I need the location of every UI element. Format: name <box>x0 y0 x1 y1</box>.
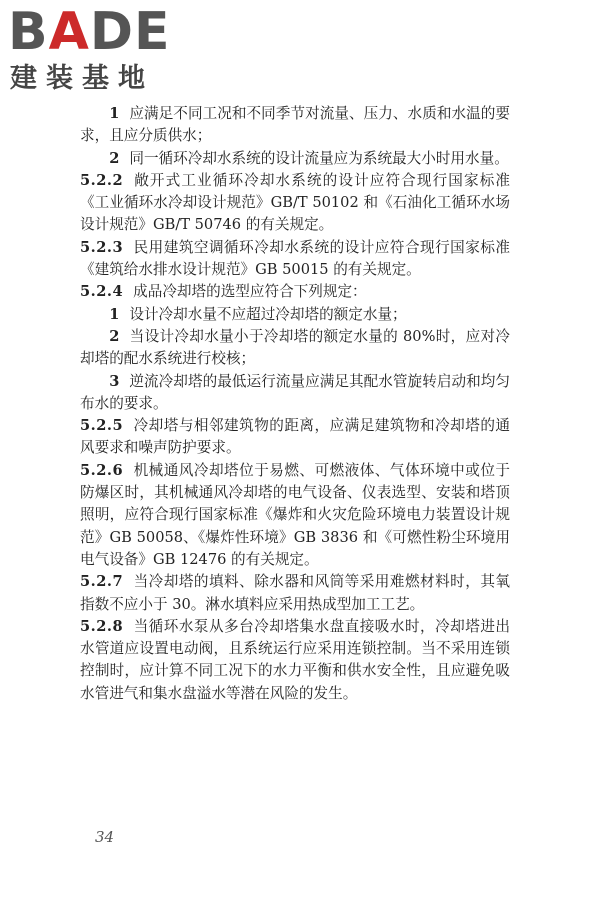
item-number: 2 <box>109 149 120 167</box>
item-number: 3 <box>109 372 120 390</box>
logo-letters-de: DE <box>89 2 171 62</box>
section-number: 5.2.4 <box>80 283 124 301</box>
logo-letter-a: A <box>48 2 90 62</box>
item-text: 设计冷却水量不应超过冷却塔的额定水量； <box>129 305 407 323</box>
item-text: 同一循环冷却水系统的设计流量应为系统最大小时用水量。 <box>129 149 509 167</box>
section-clause <box>80 170 510 237</box>
section-clause <box>80 571 510 616</box>
item-text: 逆流冷却塔的最低运行流量应满足其配水管旋转启动和均匀布水的要求。 <box>80 372 510 412</box>
logo-letter-b: B <box>8 2 49 62</box>
section-number: 5.2.5 <box>80 417 124 435</box>
section-number: 5.2.6 <box>80 461 124 479</box>
section-number: 5.2.3 <box>80 238 124 256</box>
section-text: 当冷却塔的填料、除水器和风筒等采用难燃材料时，其氧指数不应小于 30。淋水填料应采用热成型加工工艺。 <box>80 573 510 613</box>
logo-subtitle: 建装基地 <box>10 63 154 94</box>
section-text: 成品冷却塔的选型应符合下列规定： <box>133 283 367 301</box>
clause-item <box>80 326 510 371</box>
section-clause <box>80 281 510 303</box>
clause-item <box>80 148 510 170</box>
item-number: 2 <box>109 327 120 345</box>
section-text: 民用建筑空调循环冷却水系统的设计应符合现行国家标准《建筑给水排水设计规范》GB 50015 的有关规定。 <box>80 238 510 279</box>
logo-wordmark <box>8 2 171 62</box>
section-text: 当循环水泵从多台冷却塔集水盘直接吸水时，冷却塔进出水管道应设置电动阀，且系统运行应采用连锁控制。当不采用连锁控制时，应计算不同工况下的水力平衡和供水安全性，且应避免吸水管进气和集水盘溢水等潜在风险的发生。 <box>80 617 510 702</box>
bade-logo <box>8 2 178 96</box>
section-clause <box>80 460 510 571</box>
section-text: 敞开式工业循环冷却水系统的设计应符合现行国家标准《工业循环水冷却设计规范》GB/T 50102 和《石油化工循环水场设计规范》GB/T 50746 的有关规定。 <box>80 171 510 234</box>
section-text: 冷却塔与相邻建筑物的距离，应满足建筑物和冷却塔的通风要求和噪声防护要求。 <box>80 417 510 457</box>
clause-item <box>80 304 510 326</box>
document-body <box>80 103 510 705</box>
item-text: 当设计冷却水量小于冷却塔的额定水量的 80%时，应对冷却塔的配水系统进行校核； <box>80 327 510 368</box>
page-number: 34 <box>95 828 115 846</box>
section-clause <box>80 415 510 460</box>
section-text: 机械通风冷却塔位于易燃、可燃液体、气体环境中或位于防爆区时，其机械通风冷却塔的电气设备、仪表选型、安装和塔顶照明，应符合现行国家标准《爆炸和火灾危险环境电力装置设计规范》GB 50058、《爆炸性环境》GB 3836 和《可燃性粉尘环境用电气设备》GB 12476 的有关规定。 <box>80 461 510 568</box>
item-number: 1 <box>109 305 120 323</box>
item-text: 应满足不同工况和不同季节对流量、压力、水质和水温的要求，且应分质供水； <box>80 105 510 145</box>
item-number: 1 <box>109 105 120 122</box>
clause-item <box>80 371 510 416</box>
section-clause <box>80 237 510 282</box>
section-number: 5.2.2 <box>80 171 124 189</box>
section-number: 5.2.8 <box>80 617 124 635</box>
section-clause <box>80 616 510 705</box>
clause-item <box>80 103 510 148</box>
section-number: 5.2.7 <box>80 573 124 591</box>
